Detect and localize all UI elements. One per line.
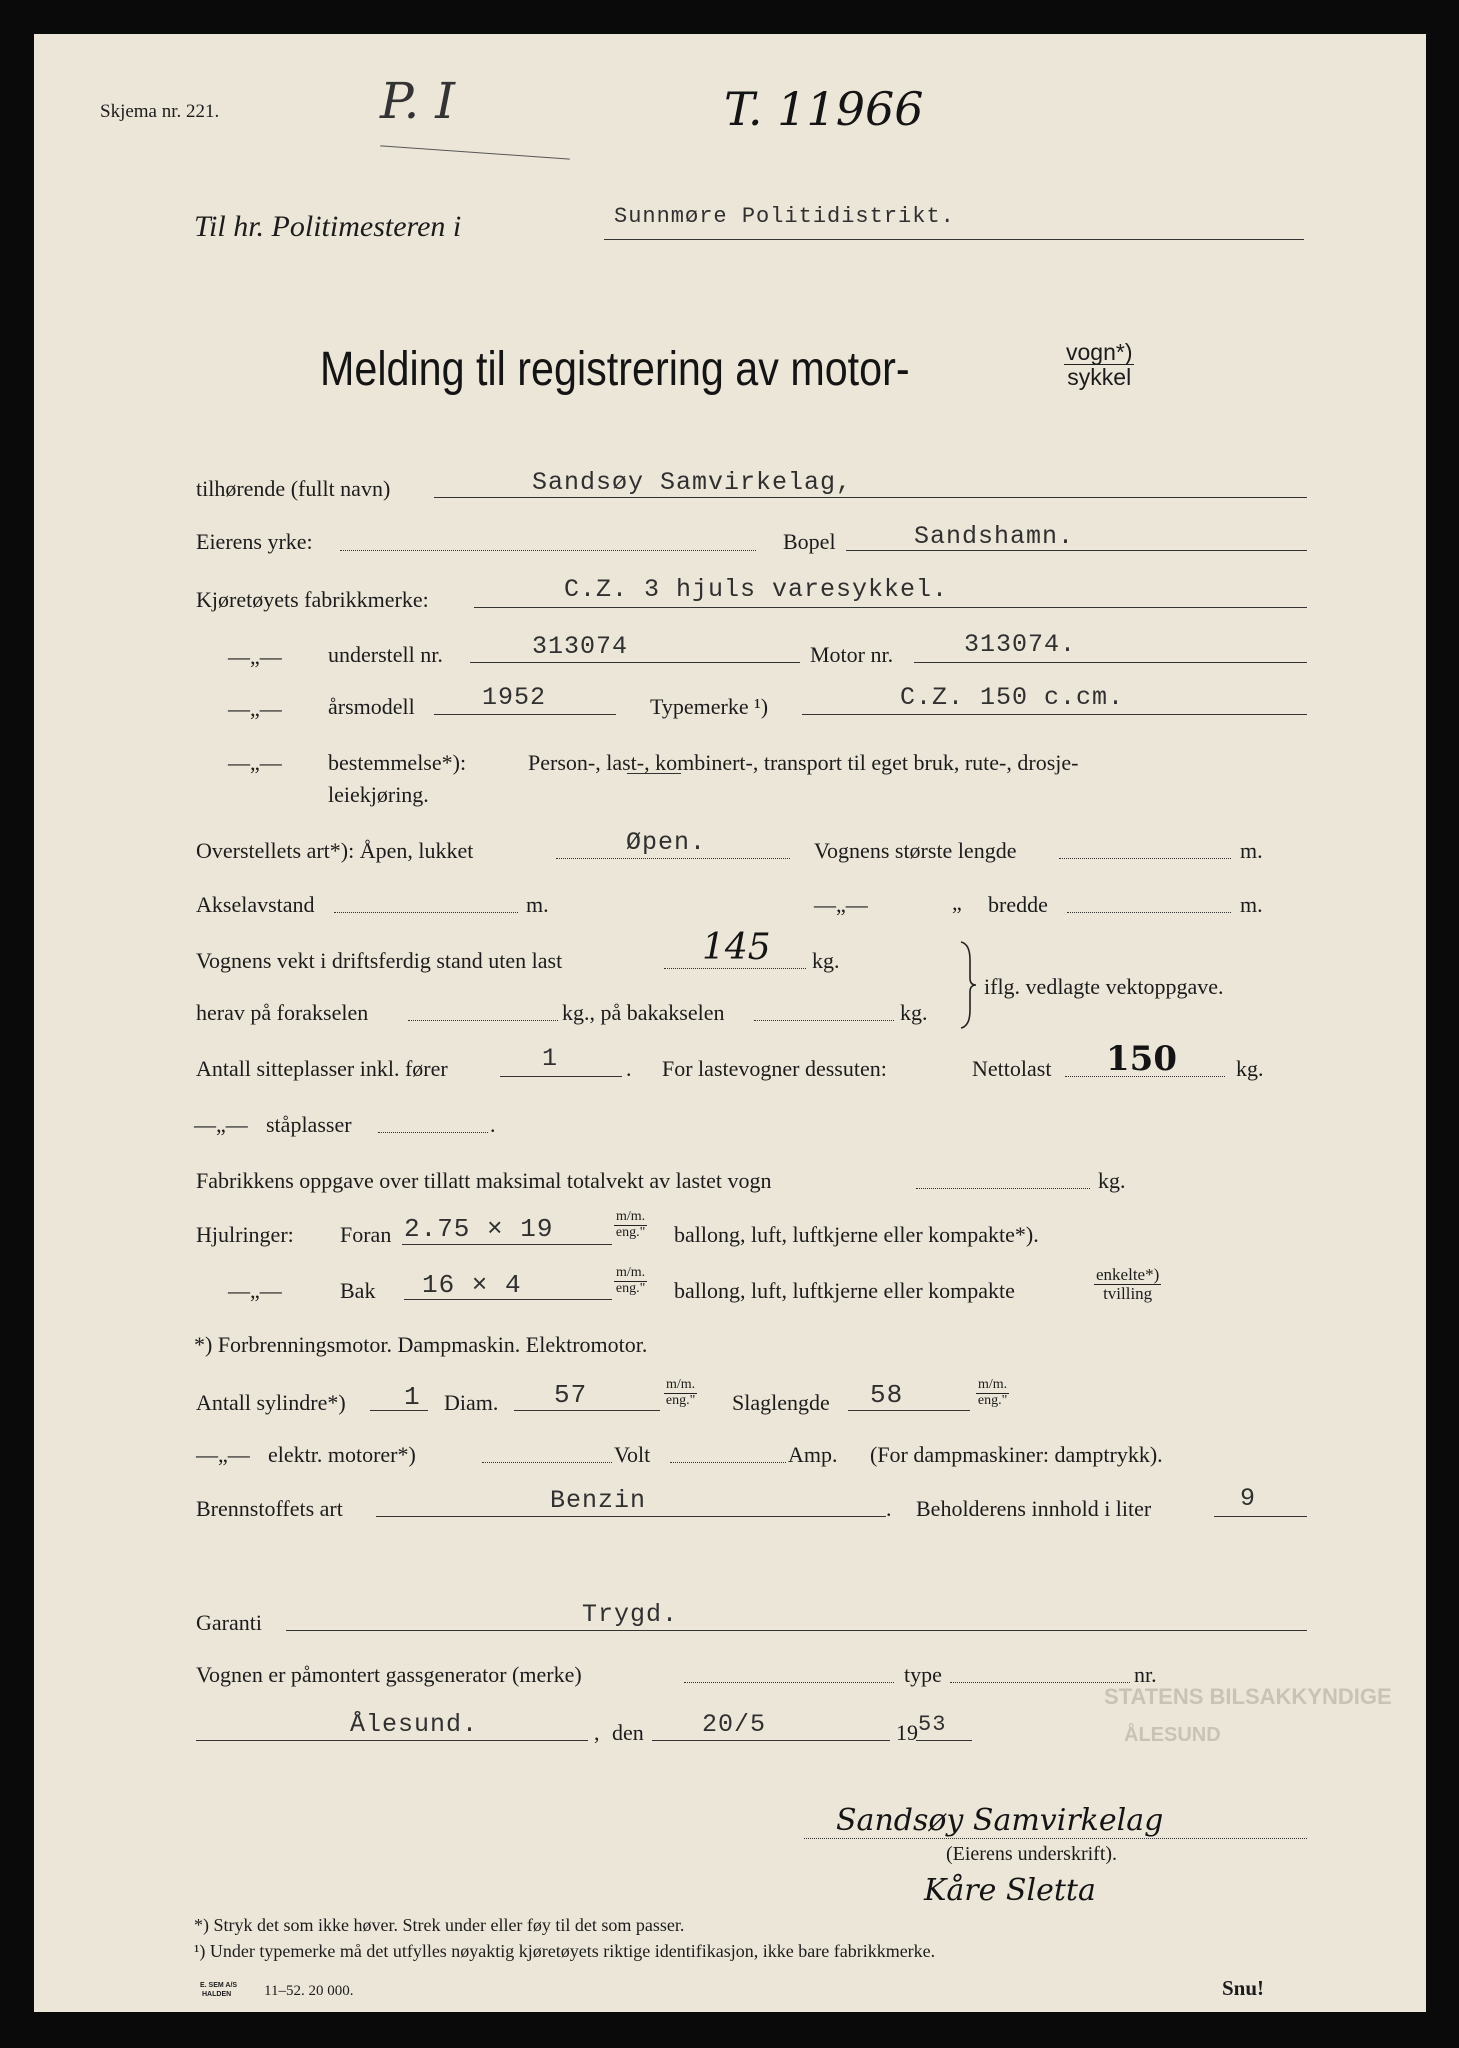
make-label: Kjøretøyets fabrikkmerke: [196,587,429,612]
ditto-electric: —„— [196,1442,250,1467]
diam-units [664,1378,697,1408]
stamp-city-bleed: ÅLESUND [1124,1724,1221,1746]
date-label: den [612,1720,644,1745]
length-label: Vognens største lengde [814,838,1017,863]
max-weight-unit: kg. [1098,1168,1126,1193]
tire-options-front: ballong, luft, luftkjerne eller kompakte*). [674,1222,1039,1247]
residence-label: Bopel [783,529,836,554]
engine-types: *) Forbrenningsmotor. Dampmaskin. Elektromotor. [194,1332,648,1357]
unit-eng-stroke: eng." [977,1392,1008,1408]
weight-unit: kg. [812,948,840,973]
title-fraction [1064,340,1134,389]
single-twin-fraction [1094,1266,1161,1303]
width-quote: „ [952,890,962,915]
seats-label: Antall sitteplasser inkl. fører [196,1056,448,1081]
body-label: Overstellets art*): Åpen, lukket [196,838,474,863]
insurance-value: Trygd. [582,1600,679,1629]
addressee-label: Til hr. Politimesteren i [194,210,462,243]
year-prefix: 19 [896,1720,918,1745]
gas-label: Vognen er påmontert gassgenerator (merke) [196,1662,582,1687]
type-line [802,714,1307,715]
chassis-value: 313074 [532,632,629,661]
stroke-label: Slaglengde [732,1390,830,1415]
form-title: Melding til registrering av motor- [320,343,910,396]
unit-mm-rear: m/m. [616,1265,646,1280]
type-label: Typemerke ¹) [650,694,769,719]
unit-mm-diam: m/m. [666,1377,696,1392]
seats-dot: . [626,1056,632,1081]
front-wheel-value: 2.75 × 19 [404,1214,554,1244]
standing-dot: . [490,1112,496,1137]
gas-nr-label: nr. [1134,1662,1157,1687]
diam-label: Diam. [444,1390,499,1415]
tire-options-rear: ballong, luft, luftkjerne eller kompakte [674,1278,1015,1303]
gas-make-line [684,1682,894,1683]
ditto-rear-wheel: —„— [228,1278,282,1303]
year-suffix: 53 [918,1712,947,1737]
turn-over: Snu! [1222,1976,1265,2000]
weight-note: iflg. vedlagte vektoppgave. [984,974,1224,999]
rear-axle-label: kg., på bakakselen [562,1000,725,1025]
make-value: C.Z. 3 hjuls varesykkel. [564,575,949,604]
title-sykkel: sykkel [1067,364,1132,391]
body-line [556,858,790,859]
amp-label: Amp. [788,1442,838,1467]
rear-wheel-line [404,1299,612,1300]
fuel-dot: . [886,1496,892,1521]
owner-label: tilhørende (fullt navn) [196,476,391,501]
wheelbase-unit: m. [526,892,549,917]
electric-label: elektr. motorer*) [268,1442,416,1467]
owner-value: Sandsøy Samvirkelag, [532,468,853,497]
stamp-bleed: STATENS BILSAKKYNDIGE [1104,1684,1392,1709]
unit-eng-rear: eng." [615,1280,646,1296]
signature-company: Sandsøy Samvirkelag [836,1803,1164,1838]
standing-label: ståplasser [266,1112,352,1137]
cylinders-label: Antall sylindre*) [196,1390,346,1415]
width-label: bredde [988,892,1048,917]
max-weight-line [916,1188,1090,1189]
front-axle-label: herav på forakselen [196,1000,369,1025]
payload-unit: kg. [1236,1056,1264,1081]
residence-line [846,550,1307,551]
handwritten-reference: T. 11966 [724,82,924,136]
stroke-units [976,1378,1009,1408]
type-value: C.Z. 150 c.cm. [900,683,1125,712]
seats-value: 1 [542,1044,559,1073]
length-unit: m. [1240,838,1263,863]
tank-line [1214,1516,1307,1517]
date-line [652,1740,890,1741]
gas-type-line [950,1682,1130,1683]
handwritten-underline [380,145,570,159]
year-label: årsmodell [328,694,415,719]
title-vogn: vogn*) [1066,339,1133,365]
payload-label: Nettolast [972,1056,1052,1081]
volt-line [670,1462,786,1463]
length-line [1059,858,1231,859]
ditto-width: —„— [814,892,868,917]
rear-wheel-value: 16 × 4 [422,1270,522,1300]
unit-mm-stroke: m/m. [978,1377,1008,1392]
purpose-label: bestemmelse*): [328,750,467,775]
electric-line [482,1462,612,1463]
year-line [434,714,616,715]
form-sheet [34,34,1426,2012]
cargo-label: For lastevogner dessuten: [662,1056,887,1081]
rear-axle-line [754,1020,894,1021]
signature-label: (Eierens underskrift). [946,1843,1118,1865]
fuel-line [376,1516,886,1517]
addressee-value: Sunnmøre Politidistrikt. [614,204,955,229]
footnote-2: ¹) Under typemerke må det utfylles nøyaktig kjøretøyets riktige identifikasjon, ikke bare fabrikkmerke. [194,1941,936,1961]
volt-label: Volt [614,1442,651,1467]
single-label: enkelte*) [1096,1265,1160,1284]
addressee-line [604,239,1304,240]
front-axle-line [408,1020,558,1021]
width-unit: m. [1240,892,1263,917]
unit-mm-front: m/m. [616,1209,646,1224]
ditto-purpose: —„— [228,750,282,775]
max-weight-label: Fabrikkens oppgave over tillatt maksimal totalvekt av lastet vogn [196,1168,772,1193]
diam-value: 57 [554,1380,588,1410]
printer-city: HALDEN [202,1991,232,1998]
rear-wheel-label: Bak [340,1278,376,1303]
ditto-year: —„— [228,696,282,721]
year-value: 1952 [482,683,547,712]
fuel-label: Brennstoffets art [196,1496,343,1521]
print-run: 11–52. 20 000. [264,1983,354,1999]
handwritten-mark: P. I [380,72,456,130]
chassis-label: understell nr. [328,642,443,667]
fuel-value: Benzin [550,1486,647,1515]
unit-eng-front: eng." [615,1224,646,1240]
insurance-line [286,1630,1307,1631]
engine-value: 313074. [964,630,1077,659]
weight-label: Vognens vekt i driftsferdig stand uten last [196,948,563,973]
date-comma: , [594,1720,600,1745]
make-line [474,607,1307,608]
payload-value: 150 [1106,1039,1177,1079]
tank-value: 9 [1240,1484,1257,1513]
ditto-chassis: —„— [228,644,282,669]
stroke-value: 58 [870,1380,904,1410]
wheelbase-line [334,912,518,913]
tank-label: Beholderens innhold i liter [916,1496,1152,1521]
year-suffix-line [916,1740,972,1741]
weight-brace [958,940,978,1030]
signature-person: Kåre Sletta [924,1873,1096,1908]
owner-line [434,497,1307,498]
place-value: Ålesund. [350,1710,479,1739]
footnote-1: *) Stryk det som ikke høver. Strek under eller føy til det som passer. [194,1915,685,1935]
steam-label: (For dampmaskiner: damptrykk). [870,1442,1163,1467]
standing-line [378,1132,488,1133]
payload-line [1065,1076,1225,1077]
unit-eng-diam: eng." [665,1392,696,1408]
rear-axle-unit: kg. [900,1000,928,1025]
twin-label: tvilling [1103,1283,1153,1303]
chassis-line [470,662,800,663]
rear-wheel-units [614,1266,647,1296]
purpose-last-underline [627,773,681,774]
ditto-standing: —„— [194,1112,248,1137]
place-line [196,1740,588,1741]
stroke-line [848,1410,970,1411]
engine-label: Motor nr. [810,642,894,667]
wheels-label: Hjulringer: [196,1222,294,1247]
seats-line [500,1076,622,1077]
weight-value: 145 [702,927,771,968]
signature-line [804,1838,1307,1839]
front-wheel-units [614,1210,647,1240]
cylinders-line [370,1410,428,1411]
wheelbase-label: Akselavstand [196,892,315,917]
front-wheel-label: Foran [340,1222,392,1247]
occupation-label: Eierens yrke: [196,529,313,554]
gas-type-label: type [904,1662,942,1687]
weight-line [664,968,806,969]
residence-value: Sandshamn. [914,522,1075,551]
width-line [1067,912,1231,913]
front-wheel-line [402,1244,612,1245]
insurance-label: Garanti [196,1610,262,1635]
purpose-options-cont: leiekjøring. [328,782,429,807]
engine-line [914,662,1307,663]
cylinders-value: 1 [404,1382,421,1412]
purpose-options: Person-, last-, kombinert-, transport til eget bruk, rute-, drosje- [528,750,1079,775]
date-value: 20/5 [702,1710,767,1739]
form-number: Skjema nr. 221. [100,101,220,122]
body-value: Øpen. [626,828,707,857]
diam-line [514,1410,660,1411]
occupation-line [340,550,756,551]
printer-name: E. SEM A/S [200,1982,238,1989]
